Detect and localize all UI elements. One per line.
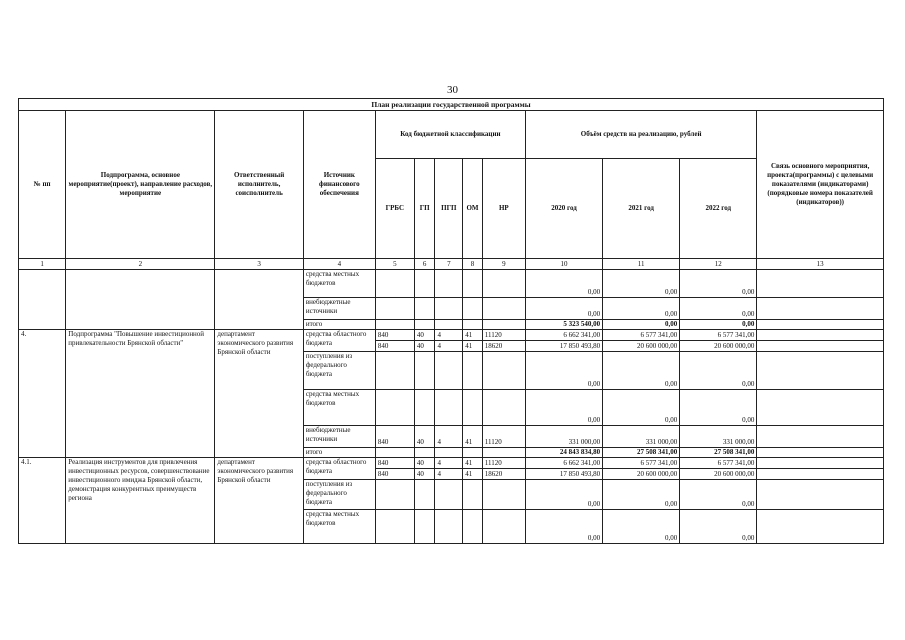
amount-2021: 0,00 — [603, 510, 680, 544]
header-grbs: ГРБС — [375, 159, 414, 259]
code-om — [463, 448, 483, 458]
code-gp: 40 — [414, 458, 435, 469]
code-gp: 40 — [414, 330, 435, 341]
row-link — [757, 448, 884, 458]
row-name: Реализация инструментов для привлечения инвестиционных ресурсов, совершенствование инвестиционного имиджа Брянской области, демонстрация конкурентных преимуществ региона — [66, 458, 215, 544]
row-source: внебюджетные источники — [303, 298, 375, 320]
col-number: 13 — [757, 259, 884, 270]
amount-2021: 0,00 — [603, 352, 680, 390]
amount-2021: 6 577 341,00 — [603, 458, 680, 469]
code-nr — [482, 298, 525, 320]
amount-2020: 5 323 540,00 — [525, 320, 602, 330]
row-name — [66, 270, 215, 330]
header-om: ОМ — [463, 159, 483, 259]
amount-2022: 0,00 — [680, 298, 757, 320]
header-gp: ГП — [414, 159, 435, 259]
row-source: средства местных бюджетов — [303, 510, 375, 544]
table-row — [19, 330, 884, 341]
row-link — [757, 320, 884, 330]
code-pgp — [435, 448, 463, 458]
code-pgp — [435, 298, 463, 320]
table-row — [19, 270, 884, 298]
code-pgp: 4 — [435, 469, 463, 480]
code-om — [463, 320, 483, 330]
row-link — [757, 469, 884, 480]
amount-2022: 331 000,00 — [680, 426, 757, 448]
code-gp: 40 — [414, 426, 435, 448]
col-number: 9 — [482, 259, 525, 270]
code-gp — [414, 320, 435, 330]
amount-2022: 27 508 341,00 — [680, 448, 757, 458]
code-pgp: 4 — [435, 426, 463, 448]
code-om — [463, 352, 483, 390]
row-responsible: департамент экономического развития Брянской области — [215, 458, 303, 544]
row-link — [757, 352, 884, 390]
amount-2022: 0,00 — [680, 352, 757, 390]
row-source: итого — [303, 320, 375, 330]
code-gp: 40 — [414, 469, 435, 480]
amount-2020: 6 662 341,00 — [525, 330, 602, 341]
row-link — [757, 298, 884, 320]
code-om — [463, 510, 483, 544]
code-nr: 18620 — [482, 469, 525, 480]
code-om — [463, 390, 483, 426]
header-no: № пп — [19, 111, 66, 259]
row-source: средства областного бюджета — [303, 458, 375, 480]
amount-2020: 0,00 — [525, 510, 602, 544]
row-source: средства местных бюджетов — [303, 270, 375, 298]
amount-2022: 20 600 000,00 — [680, 341, 757, 352]
code-gp — [414, 298, 435, 320]
col-number: 1 — [19, 259, 66, 270]
row-source: итого — [303, 448, 375, 458]
amount-2022: 0,00 — [680, 390, 757, 426]
amount-2022: 20 600 000,00 — [680, 469, 757, 480]
code-pgp — [435, 510, 463, 544]
code-grbs — [375, 270, 414, 298]
amount-2022: 0,00 — [680, 510, 757, 544]
col-number: 11 — [603, 259, 680, 270]
code-pgp — [435, 352, 463, 390]
row-source: внебюджетные источники — [303, 426, 375, 448]
code-grbs — [375, 320, 414, 330]
code-nr — [482, 480, 525, 510]
code-grbs — [375, 448, 414, 458]
col-number: 2 — [66, 259, 215, 270]
code-gp — [414, 270, 435, 298]
code-pgp — [435, 320, 463, 330]
row-link — [757, 390, 884, 426]
code-om: 41 — [463, 330, 483, 341]
code-grbs: 840 — [375, 426, 414, 448]
code-pgp: 4 — [435, 341, 463, 352]
amount-2020: 0,00 — [525, 480, 602, 510]
code-pgp — [435, 480, 463, 510]
amount-2021: 0,00 — [603, 298, 680, 320]
header-responsible: Ответственный исполнитель, соисполнитель — [215, 111, 303, 259]
row-responsible — [215, 270, 303, 330]
column-numbers-row — [19, 259, 884, 270]
code-nr — [482, 448, 525, 458]
page-number: 30 — [447, 84, 458, 96]
code-pgp — [435, 270, 463, 298]
code-nr: 11120 — [482, 426, 525, 448]
amount-2020: 6 662 341,00 — [525, 458, 602, 469]
amount-2020: 331 000,00 — [525, 426, 602, 448]
code-grbs: 840 — [375, 330, 414, 341]
code-gp — [414, 510, 435, 544]
header-pgp: ПГП — [435, 159, 463, 259]
col-number: 6 — [414, 259, 435, 270]
row-link — [757, 426, 884, 448]
row-name: Подпрограмма "Повышение инвестиционной привлекательности Брянской области" — [66, 330, 215, 458]
amount-2021: 20 600 000,00 — [603, 469, 680, 480]
code-nr: 18620 — [482, 341, 525, 352]
row-link — [757, 330, 884, 341]
row-source: средства местных бюджетов — [303, 390, 375, 426]
amount-2020: 17 850 493,80 — [525, 341, 602, 352]
code-grbs — [375, 298, 414, 320]
col-number: 7 — [435, 259, 463, 270]
col-number: 4 — [303, 259, 375, 270]
code-om: 41 — [463, 469, 483, 480]
header-volume: Объём средств на реализацию, рублей — [525, 111, 756, 159]
amount-2021: 27 508 341,00 — [603, 448, 680, 458]
code-grbs — [375, 480, 414, 510]
amount-2022: 0,00 — [680, 270, 757, 298]
code-om — [463, 270, 483, 298]
code-pgp: 4 — [435, 458, 463, 469]
amount-2022: 6 577 341,00 — [680, 330, 757, 341]
code-om: 41 — [463, 426, 483, 448]
amount-2020: 0,00 — [525, 390, 602, 426]
code-nr — [482, 510, 525, 544]
header-source: Источник финансового обеспечения — [303, 111, 375, 259]
amount-2020: 24 843 834,80 — [525, 448, 602, 458]
code-gp — [414, 390, 435, 426]
amount-2021: 20 600 000,00 — [603, 341, 680, 352]
amount-2020: 0,00 — [525, 270, 602, 298]
table-row — [19, 458, 884, 469]
code-gp — [414, 448, 435, 458]
row-link — [757, 510, 884, 544]
row-link — [757, 270, 884, 298]
code-nr — [482, 390, 525, 426]
code-nr — [482, 320, 525, 330]
code-gp — [414, 480, 435, 510]
col-number: 8 — [463, 259, 483, 270]
row-link — [757, 341, 884, 352]
col-number: 3 — [215, 259, 303, 270]
header-link: Связь основного мероприятия, проекта(программы) с целевыми показателями (индикаторами) (порядковые номера показателей (индикаторов)) — [757, 111, 884, 259]
amount-2020: 0,00 — [525, 298, 602, 320]
code-grbs: 840 — [375, 469, 414, 480]
amount-2021: 0,00 — [603, 390, 680, 426]
row-link — [757, 480, 884, 510]
code-grbs: 840 — [375, 341, 414, 352]
header-kbk: Код бюджетной классификации — [375, 111, 525, 159]
row-number — [19, 270, 66, 330]
code-grbs: 840 — [375, 458, 414, 469]
code-om: 41 — [463, 458, 483, 469]
code-pgp: 4 — [435, 330, 463, 341]
code-pgp — [435, 390, 463, 426]
col-number: 12 — [680, 259, 757, 270]
amount-2020: 17 850 493,80 — [525, 469, 602, 480]
row-link — [757, 458, 884, 469]
amount-2020: 0,00 — [525, 352, 602, 390]
amount-2022: 0,00 — [680, 320, 757, 330]
col-number: 5 — [375, 259, 414, 270]
amount-2022: 0,00 — [680, 480, 757, 510]
header-2022: 2022 год — [680, 159, 757, 259]
code-om — [463, 480, 483, 510]
row-responsible: департамент экономического развития Брянской области — [215, 330, 303, 458]
table-title: План реализации государственной программы — [19, 99, 884, 111]
row-source: поступления из федерального бюджета — [303, 352, 375, 390]
code-grbs — [375, 390, 414, 426]
amount-2021: 0,00 — [603, 270, 680, 298]
header-2021: 2021 год — [603, 159, 680, 259]
code-nr — [482, 270, 525, 298]
amount-2021: 331 000,00 — [603, 426, 680, 448]
code-nr: 11120 — [482, 330, 525, 341]
header-name: Подпрограмма, основное мероприятие(проект), направление расходов, мероприятие — [66, 111, 215, 259]
amount-2021: 0,00 — [603, 480, 680, 510]
amount-2021: 6 577 341,00 — [603, 330, 680, 341]
amount-2022: 6 577 341,00 — [680, 458, 757, 469]
program-plan-table — [18, 98, 884, 544]
code-nr — [482, 352, 525, 390]
header-2020: 2020 год — [525, 159, 602, 259]
code-om: 41 — [463, 341, 483, 352]
amount-2021: 0,00 — [603, 320, 680, 330]
col-number: 10 — [525, 259, 602, 270]
row-source: поступления из федерального бюджета — [303, 480, 375, 510]
code-nr: 11120 — [482, 458, 525, 469]
row-number: 4. — [19, 330, 66, 458]
code-grbs — [375, 352, 414, 390]
row-number: 4.1. — [19, 458, 66, 544]
code-gp: 40 — [414, 341, 435, 352]
header-nr: НР — [482, 159, 525, 259]
code-om — [463, 298, 483, 320]
row-source: средства областного бюджета — [303, 330, 375, 352]
code-grbs — [375, 510, 414, 544]
code-gp — [414, 352, 435, 390]
